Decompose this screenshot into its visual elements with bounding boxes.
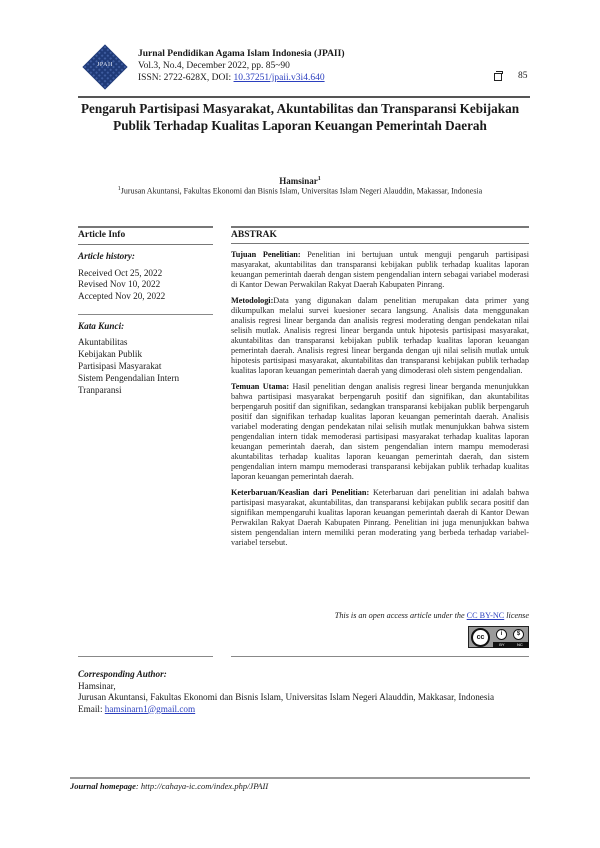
section-rule: [78, 314, 213, 315]
abstract-methodology: [231, 296, 529, 376]
abstract-novelty: [231, 488, 529, 548]
keywords-label: Kata Kunci:: [78, 320, 125, 331]
keyword-item: Kebijakan Publik: [78, 349, 143, 360]
section-rule: [78, 656, 213, 657]
abstract-column: [231, 226, 529, 548]
page-number: 85: [518, 71, 528, 81]
cc-icon: cc: [471, 628, 490, 647]
corresponding-email-line: [78, 704, 530, 716]
attribution-person-icon: i: [496, 629, 507, 640]
novelty-label: Keterbaruan/Keaslian dari Penelitian:: [231, 487, 370, 497]
article-title: Pengaruh Partisipasi Masyarakat, Akuntabilitas dan Transparansi Kebijakan Publik Terhadap Kualitas Laporan Keuangan Pemerintah Daerah: [80, 101, 520, 133]
email-label: Email:: [78, 703, 105, 714]
corresponding-affiliation: Jurusan Akuntansi, Fakultas Ekonomi dan Bisnis Islam, Universitas Islam Negeri Alauddin, Makkasar, Indonesia: [78, 692, 495, 702]
author-text: Hamsinar: [279, 176, 318, 186]
section-rule: [231, 243, 529, 244]
findings-label: Temuan Utama:: [231, 381, 290, 391]
header-rule: [78, 96, 530, 98]
cc-by-nc-badge[interactable]: [468, 626, 529, 648]
keyword-item: Akuntabilitas: [78, 337, 128, 348]
volume-line: Vol.3, No.4, December 2022, pp. 85~90: [138, 61, 290, 71]
license-suffix: license: [504, 611, 529, 620]
keyword-item: Tranparansi: [78, 384, 122, 395]
email-link[interactable]: hamsinarn1@gmail.com: [104, 703, 196, 714]
license-statement: [231, 611, 529, 620]
article-history-label: Article history:: [78, 251, 135, 261]
homepage-label: Journal homepage: [70, 781, 136, 791]
doi-link[interactable]: 10.37251/jpaii.v3i4.640: [233, 73, 325, 83]
journal-header: [78, 40, 530, 98]
badge-strip: [493, 642, 529, 648]
article-history-list: [78, 268, 213, 303]
noncommercial-icon: $: [513, 629, 524, 640]
homepage-url[interactable]: : http://cahaya-ic.com/index.php/JPAII: [135, 781, 269, 791]
author-affiliation: [80, 186, 520, 196]
badge-nc-label: NC: [517, 642, 523, 647]
methodology-text: Data yang digunakan dalam penelitian merupakan data primer yang dikumpulkan melalui survei kuesioner secara langsung. Analisis data menggunakan analisis regresi linear berganda dan analisis regresi moderating dengan pendekatan nilai selisih mutlak. Analisis regresi linear berganda untuk hipotesis partisipasi masyarakat, akuntabilitas dan transparansi kebijakan publik terhadap kualitas laporan keuangan pemerintah daerah. Analisis regresi linear berganda dengan uji nilai selisih mutlak untuk hipotesis partisipasi masyarakat, akuntabilitas dan transparansi kebijakan publik terhadap kualitas laporan keuangan pemerintah daerah yang dimoderasi oleh sistem pengendalian.: [231, 295, 529, 375]
affiliation-text: Jurusan Akuntansi, Fakultas Ekonomi dan Bisnis Islam, Universitas Islam Negeri Alauddin, Makassar, Indonesia: [120, 186, 483, 196]
purpose-text: Penelitian ini bertujuan untuk menguji pengaruh partisipasi masyarakat, akuntabilitas dan transparansi kebijakan publik terhadap kualitas laporan keuangan pemerintah daerah dengan sistem pengendalian intern sebagai variabel moderasi di Kantor Dewan Perwakilan Rakyat Daerah Kabupaten Pinrang.: [231, 249, 530, 289]
author-sup: 1: [317, 176, 321, 182]
page-square-icon: [494, 73, 502, 81]
journal-homepage: [70, 781, 268, 791]
history-received: Received Oct 25, 2022: [78, 267, 163, 278]
keyword-item: Sistem Pengendalian Intern: [78, 372, 180, 383]
license-prefix: This is an open access article under the: [334, 611, 467, 620]
findings-text: Hasil penelitian dengan analisis regresi linear berganda menunjukkan bahwa partisipasi masyarakat berpengaruh positif dan signifikan, dan akuntabilitas berpengaruh positif dan signifikan, sedangkan transparansi kebijakan publik berpengaruh positif dan signifikan terhadap kualitas laporan keuangan pemerintah daerah. Analisis variabel moderating dengan pendekatan nilai selisih mutlak menunjukkan bahwa sistem pengendalian intern tidak memoderasi partisipasi masyarakat terhadap kualitas laporan keuangan pemerintah daerah, dan sistem pengendalian intern mampu memoderasi akuntabilitas terhadap kualitas laporan keuangan pemerintah daerah, dan sistem pengendalian intern mampu memoderasi transparansi kebijakan publik terhadap kualitas laporan keuangan pemerintah daerah.: [231, 381, 529, 481]
journal-logo: [82, 44, 128, 90]
article-info-heading: Article Info: [78, 229, 126, 240]
affiliation-sup: 1: [117, 186, 121, 192]
corresponding-name: Hamsinar,: [78, 680, 116, 691]
logo-text: JPAII: [97, 62, 113, 68]
badge-by-label: BY: [499, 642, 505, 647]
corresponding-label: Corresponding Author:: [78, 669, 167, 679]
methodology-label: Metodologi:: [231, 295, 274, 305]
footer-rule: [70, 777, 530, 779]
abstract-findings: [231, 382, 529, 482]
section-rule: [78, 244, 213, 245]
issn-prefix: ISSN: 2722-628X, DOI:: [138, 73, 234, 83]
issn-line: [138, 72, 345, 84]
purpose-label: Tujuan Penelitian:: [231, 249, 301, 259]
keywords-list: [78, 337, 213, 396]
keyword-item: Partisipasi Masyarakat: [78, 360, 162, 371]
corresponding-author: [78, 669, 530, 715]
abstract-heading: ABSTRAK: [231, 229, 277, 240]
history-revised: Revised Nov 10, 2022: [78, 279, 161, 290]
novelty-text: Keterbaruan dari penelitian ini adalah bahwa partisipasi masyarakat, akuntabilitas, dan transparansi kebijakan publik secara positif dan signifikan mempengaruhi kualitas laporan keuangan pemerintah daerah di Kantor Dewan Perwakilan Rakyat Daerah Kabupaten Pinrang. Penelitian ini juga menunjukkan bahwa sistem pengendalian intern memiliki peran moderating yang berbeda terhadap variabel-variabel tersebut.: [231, 487, 529, 547]
section-rule: [231, 656, 529, 657]
license-link[interactable]: CC BY-NC: [466, 611, 505, 620]
author-name: [80, 176, 520, 186]
journal-name: Jurnal Pendidikan Agama Islam Indonesia (JPAII): [138, 49, 345, 59]
article-info-column: [78, 226, 213, 396]
abstract-purpose: [231, 250, 529, 290]
journal-meta: [138, 48, 345, 84]
history-accepted: Accepted Nov 20, 2022: [78, 291, 166, 302]
